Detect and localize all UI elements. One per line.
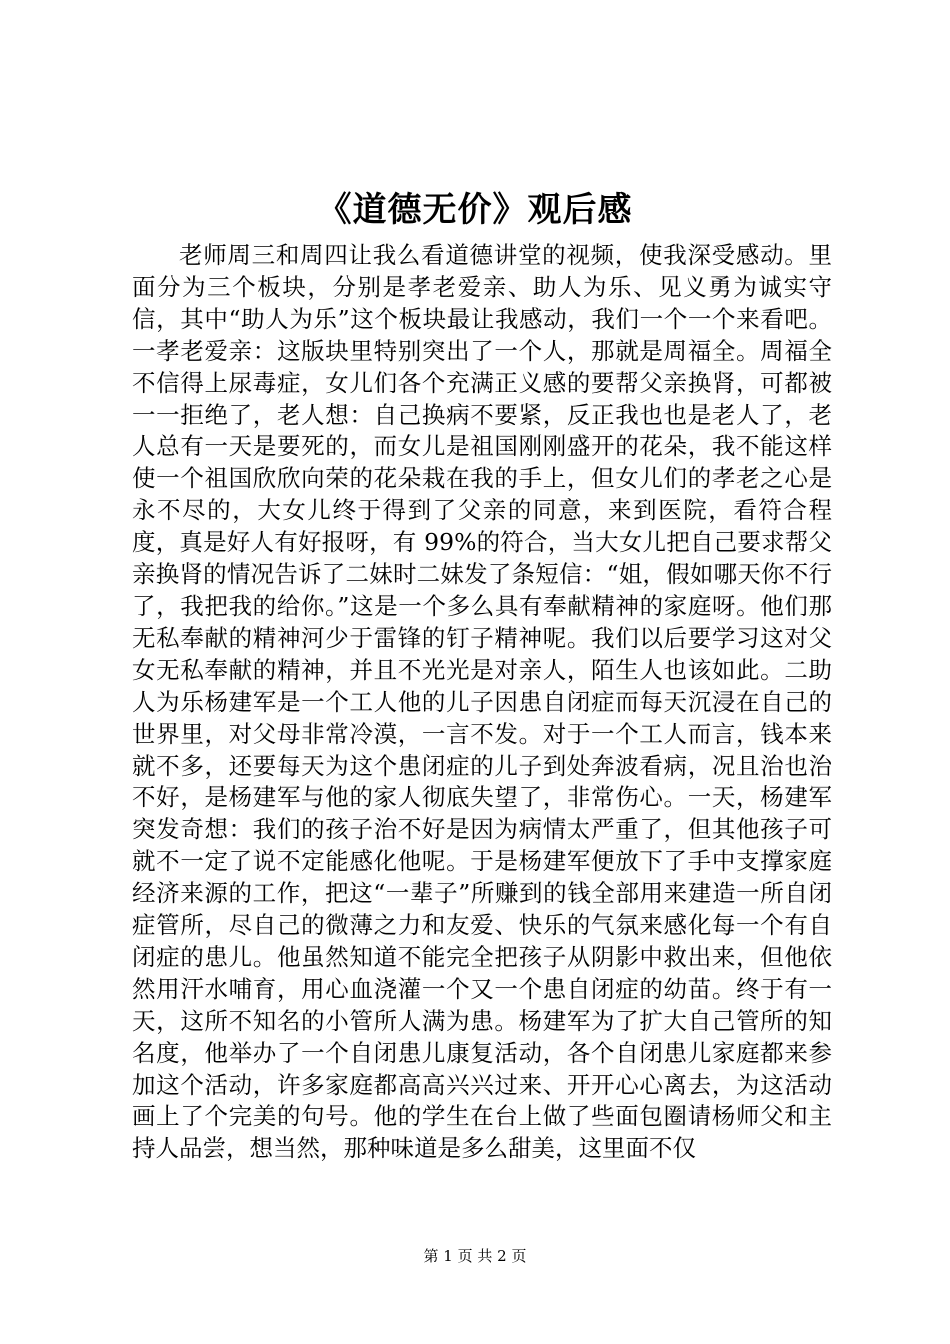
body-paragraph: 老师周三和周四让我么看道德讲堂的视频，使我深受感动。里面分为三个板块，分别是孝老爱亲、助人为乐、见义勇为诚实守信，其中“助人为乐”这个板块最让我感动，我们一个一个来看吧。一孝老爱亲：这版块里特别突出了一个人，那就是周福全。周福全不信得上尿毒症，女儿们各个充满正义感的要帮父亲换肾，可都被一一拒绝了，老人想：自己换病不要紧，反正我也也是老人了，老人总有一天是要死的，而女儿是祖国刚刚盛开的花朵，我不能这样使一个祖国欣欣向荣的花朵栽在我的手上，但女儿们的孝老之心是永不尽的，大女儿终于得到了父亲的同意，来到医院，看符合程度，真是好人有好报呀，有 99%的符合，当大女儿把自己要求帮父亲换肾的情况告诉了二妹时二妹发了条短信：“姐，假如哪天你不行了，我把我的给你。”这是一个多么具有奉献精神的家庭呀。他们那无私奉献的精神河少于雷锋的钉子精神呢。我们以后要学习这对父女无私奉献的精神，并且不光光是对亲人，陌生人也该如此。二助人为乐杨建军是一个工人他的儿子因患自闭症而每天沉浸在自己的世界里，对父母非常冷漠，一言不发。对于一个工人而言，钱本来就不多，还要每天为这个患闭症的儿子到处奔波看病，况且治也治不好，是杨建军与他的家人彻底失望了，非常伤心。一天，杨建军突发奇想：我们的孩子治不好是因为病情太严重了，但其他孩子可就不一定了说不定能感化他呢。于是杨建军便放下了手中支撑家庭经济来源的工作，把这“一辈子”所赚到的钱全部用来建造一所自闭症管所，尽自己的微薄之力和友爱、快乐的气氛来感化每一个有自闭症的患儿。他虽然知道不能完全把孩子从阴影中救出来，但他依然用汗水哺育，用心血浇灌一个又一个患自闭症的幼苗。终于有一天，这所不知名的小管所人满为患。杨建军为了扩大自己管所的知名度，他举办了一个自闭患儿康复活动，各个自闭患儿家庭都来参加这个活动，许多家庭都高高兴兴过来、开开心心离去，为这活动画上了个完美的句号。他的学生在台上做了些面包圈请杨师父和主持人品尝，想当然，那种味道是多么甜美，这里面不仅 xyxy=(132,241,832,1163)
document-title: 《道德无价》观后感 xyxy=(317,190,633,230)
page-number-footer: 第 1 页 共 2 页 xyxy=(423,1247,527,1265)
